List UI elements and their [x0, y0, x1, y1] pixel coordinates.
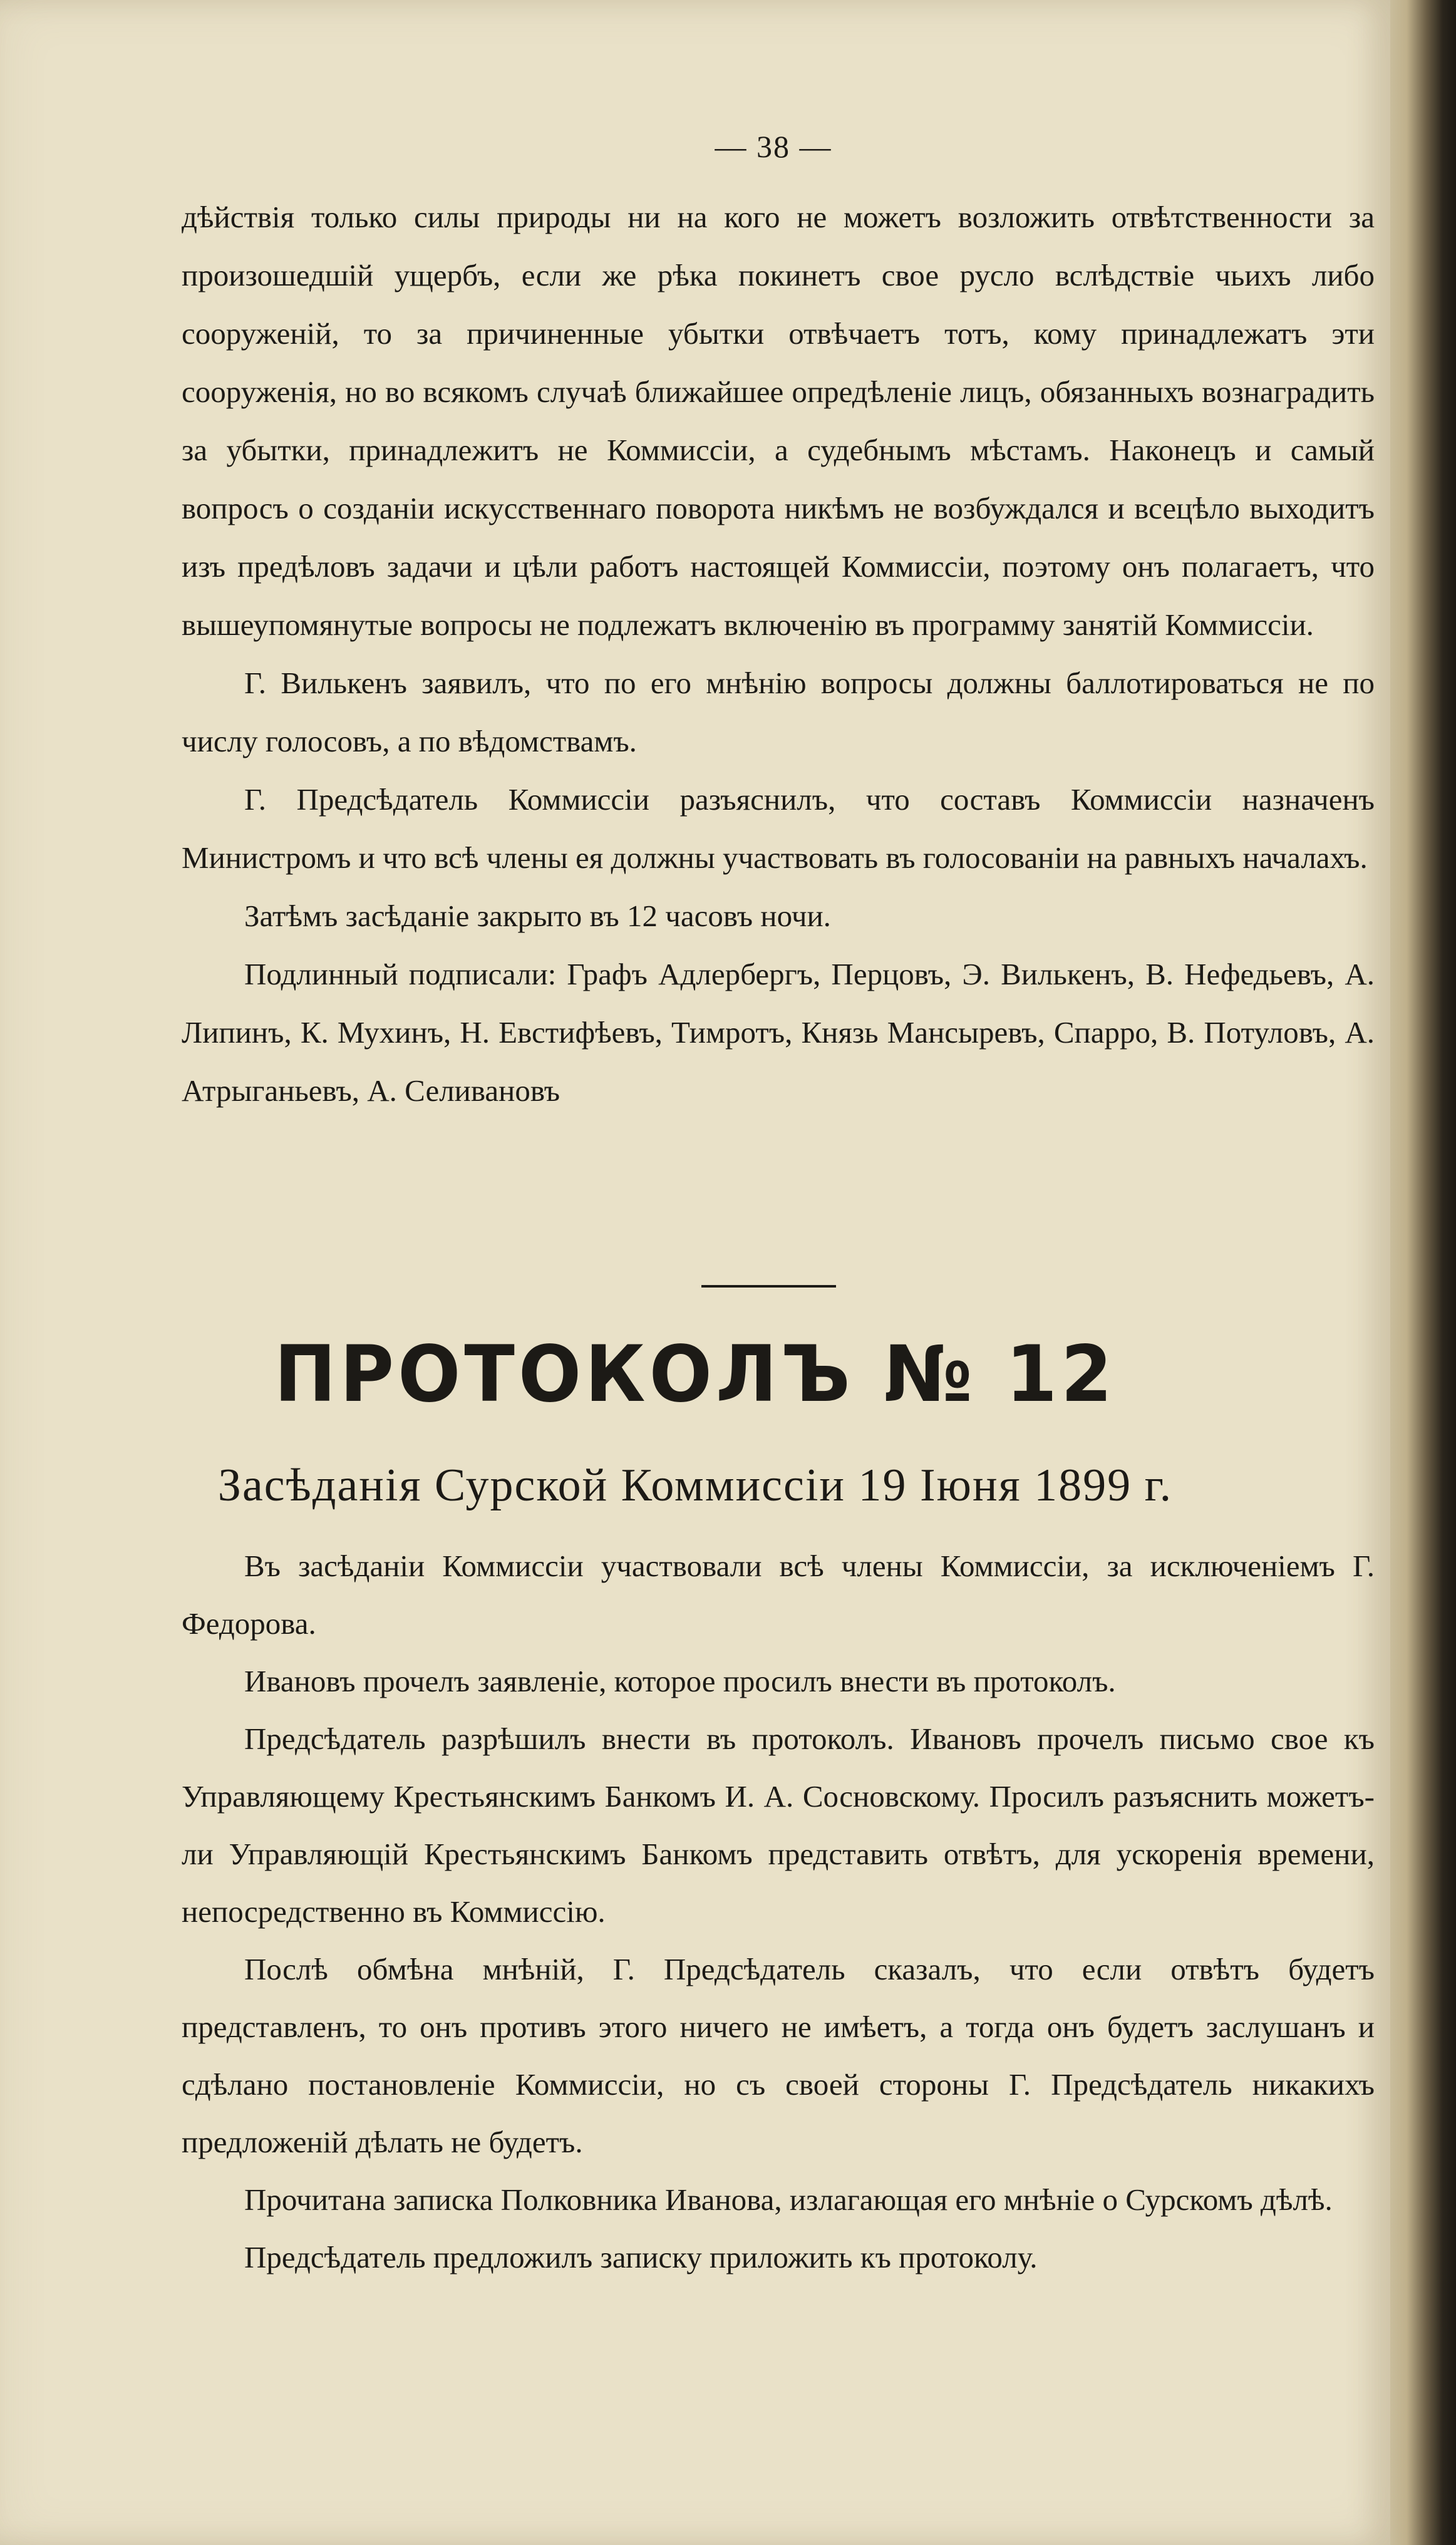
body-text-bottom — [182, 1537, 1375, 2286]
paragraph-discussion: Послѣ обмѣна мнѣній, Г. Предсѣдатель сказалъ, что если отвѣтъ будетъ представленъ, то онъ противъ этого ничего не имѣетъ, а тогда онъ будетъ заслушанъ и сдѣлано постановленіе Коммиссіи, но съ своей стороны Г. Предсѣдатель никакихъ предложеній дѣлать не будетъ. — [182, 1952, 1375, 2159]
body-text-top — [182, 188, 1375, 1120]
paragraph-statement: Ивановъ прочелъ заявленіе, которое просилъ внести въ протоколъ. — [244, 1664, 1116, 1698]
paragraph-signatures: Подлинный подписали: Графъ Адлербергъ, Перцовъ, Э. Вилькенъ, В. Нефедьевъ, А. Липинъ, К. Мухинъ, Н. Евстифѣевъ, Тимротъ, Князь Мансыревъ, Спарро, В. Потуловъ, А. Атрыганьевъ, А. Селивановъ — [182, 957, 1375, 1108]
paragraph-chairman: Г. Предсѣдатель Коммиссіи разъяснилъ, что составъ Коммиссіи назначенъ Министромъ и что всѣ члены ея должны участвовать въ голосованіи на равныхъ началахъ. — [182, 782, 1375, 875]
paragraph-closing: Затѣмъ засѣданіе закрыто въ 12 часовъ ночи. — [244, 899, 831, 933]
protocol-subheading: Засѣданія Сурской Коммиссіи 19 Іюня 1899 г. — [217, 1460, 1173, 1511]
book-spine — [1390, 0, 1456, 2545]
section-divider — [701, 1285, 836, 1288]
paragraph-attendance: Въ засѣданіи Коммиссіи участвовали всѣ члены Коммиссіи, за исключеніемъ Г. Федорова. — [182, 1549, 1375, 1641]
paragraph-note: Прочитана записка Полковника Иванова, излагающая его мнѣніе о Сурскомъ дѣлѣ. — [244, 2182, 1333, 2217]
page-number: — 38 — — [715, 129, 832, 164]
paragraph-attach: Предсѣдатель предложилъ записку приложить къ протоколу. — [244, 2240, 1038, 2274]
paragraph-letter: Предсѣдатель разрѣшилъ внести въ протоколъ. Ивановъ прочелъ письмо свое къ Управляющему Крестьянскимъ Банкомъ И. А. Сосновскому. Просилъ разъяснить можетъ-ли Управляющій Крестьянскимъ Банкомъ представить отвѣтъ, для ускоренія времени, непосредственно въ Коммиссію. — [182, 1722, 1375, 1929]
paragraph-wilken: Г. Вилькенъ заявилъ, что по его мнѣнію вопросы должны баллотироваться не по числу голосовъ, а по вѣдомствамъ. — [182, 666, 1375, 758]
protocol-heading: ПРОТОКОЛЪ № 12 — [274, 1328, 1117, 1420]
paragraph-continuation: дѣйствія только силы природы ни на кого не можетъ возложить отвѣтственности за произошедшій ущербъ, если же рѣка покинетъ свое русло вслѣдствіе чьихъ либо сооруженій, то за причиненные убытки отвѣчаетъ тотъ, кому принадлежатъ эти сооруженія, но во всякомъ случаѣ ближайшее опредѣленіе лицъ, обязанныхъ вознаградить за убытки, принадлежитъ не Коммиссіи, а судебнымъ мѣстамъ. Наконецъ и самый вопросъ о созданіи искусственнаго поворота никѣмъ не возбуждался и всецѣло выходитъ изъ предѣловъ задачи и цѣли работъ настоящей Коммиссіи, поэтому онъ полагаетъ, что вышеупомянутые вопросы не подлежатъ включенію въ программу занятій Коммиссіи. — [182, 200, 1375, 642]
